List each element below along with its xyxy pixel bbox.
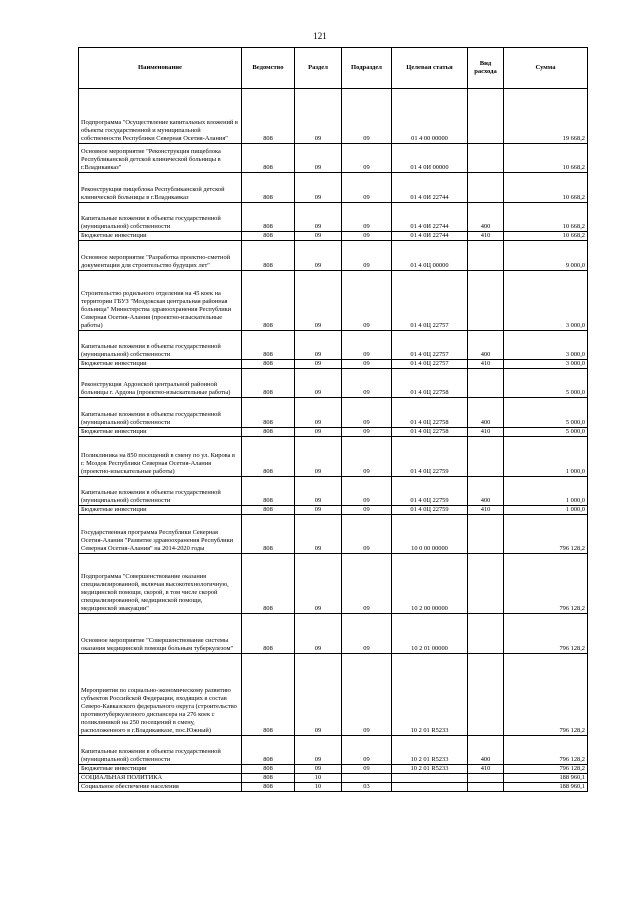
cell-podrazdel: 09 bbox=[342, 173, 392, 203]
table-row bbox=[79, 515, 588, 554]
cell-cs: 01 4 0Ц 22758 bbox=[392, 428, 468, 437]
cell-ved: 808 bbox=[242, 614, 295, 654]
cell-name: Реконструкция Ардонской центральной районной больницы г. Ардона (проектно-изыскательные работы) bbox=[79, 369, 242, 398]
cell-razdel: 09 bbox=[295, 554, 342, 614]
cell-podrazdel: 09 bbox=[342, 736, 392, 765]
cell-ved: 808 bbox=[242, 369, 295, 398]
cell-podrazdel: 09 bbox=[342, 477, 392, 506]
cell-vr: 410 bbox=[468, 765, 504, 774]
cell-ved: 808 bbox=[242, 765, 295, 774]
cell-razdel: 09 bbox=[295, 765, 342, 774]
cell-podrazdel: 09 bbox=[342, 398, 392, 428]
cell-cs: 01 4 00 00000 bbox=[392, 89, 468, 144]
cell-podrazdel: 09 bbox=[342, 331, 392, 360]
cell-podrazdel bbox=[342, 774, 392, 783]
cell-razdel: 09 bbox=[295, 331, 342, 360]
table-row bbox=[79, 360, 588, 369]
cell-name: Капитальные вложения в объекты государственной (муниципальной) собственности bbox=[79, 477, 242, 506]
cell-sum: 796 128,2 bbox=[504, 654, 588, 736]
cell-vr bbox=[468, 271, 504, 331]
table-row bbox=[79, 783, 588, 792]
cell-name: Основное мероприятие "Совершенствование системы оказания медицинской помощи больным туберкулезом" bbox=[79, 614, 242, 654]
cell-sum: 9 000,0 bbox=[504, 241, 588, 271]
table-row bbox=[79, 241, 588, 271]
header-podrazdel: Подраздел bbox=[342, 48, 392, 89]
cell-sum: 188 960,1 bbox=[504, 783, 588, 792]
cell-name: Бюджетные инвестиции bbox=[79, 765, 242, 774]
cell-sum: 5 000,0 bbox=[504, 428, 588, 437]
table-row bbox=[79, 331, 588, 360]
cell-sum: 10 668,2 bbox=[504, 232, 588, 241]
cell-podrazdel: 09 bbox=[342, 89, 392, 144]
cell-cs: 01 4 0Ц 22757 bbox=[392, 331, 468, 360]
cell-podrazdel: 09 bbox=[342, 614, 392, 654]
cell-cs: 01 4 0И 22744 bbox=[392, 232, 468, 241]
cell-name: Капитальные вложения в объекты государственной (муниципальной) собственности bbox=[79, 331, 242, 360]
cell-razdel: 09 bbox=[295, 477, 342, 506]
cell-podrazdel: 09 bbox=[342, 241, 392, 271]
table-row bbox=[79, 614, 588, 654]
cell-cs bbox=[392, 783, 468, 792]
cell-vr bbox=[468, 144, 504, 173]
cell-cs: 01 4 0Ц 00000 bbox=[392, 241, 468, 271]
cell-sum: 3 000,0 bbox=[504, 271, 588, 331]
cell-vr: 400 bbox=[468, 203, 504, 232]
cell-name: Мероприятия по социально-экономическому развитию субъектов Российской Федерации, входящих в состав Северо-Кавказского федерального округа (строительство противотуберкулезного диспансера на 276 коек с поликлиникой на 250 посещений в смену, расположенного в г.Владикавказе, пос.Южный) bbox=[79, 654, 242, 736]
cell-name: Капитальные вложения в объекты государственной (муниципальной) собственности bbox=[79, 398, 242, 428]
table-row bbox=[79, 369, 588, 398]
table-body bbox=[79, 89, 588, 792]
table-row bbox=[79, 89, 588, 144]
table-row bbox=[79, 398, 588, 428]
cell-podrazdel: 09 bbox=[342, 654, 392, 736]
table-row bbox=[79, 428, 588, 437]
cell-cs: 10 2 00 00000 bbox=[392, 554, 468, 614]
cell-cs: 01 4 0Ц 22759 bbox=[392, 477, 468, 506]
cell-razdel: 09 bbox=[295, 369, 342, 398]
cell-ved: 808 bbox=[242, 437, 295, 477]
cell-razdel: 09 bbox=[295, 271, 342, 331]
cell-podrazdel: 09 bbox=[342, 554, 392, 614]
cell-razdel: 09 bbox=[295, 144, 342, 173]
cell-name: Бюджетные инвестиции bbox=[79, 360, 242, 369]
header-ved: Ведомство bbox=[242, 48, 295, 89]
page-number: 121 bbox=[313, 31, 327, 41]
cell-sum: 1 000,0 bbox=[504, 437, 588, 477]
cell-cs: 01 4 0И 22744 bbox=[392, 203, 468, 232]
header-razdel: Раздел bbox=[295, 48, 342, 89]
cell-razdel: 09 bbox=[295, 203, 342, 232]
cell-sum: 796 128,2 bbox=[504, 515, 588, 554]
table-row bbox=[79, 765, 588, 774]
cell-ved: 808 bbox=[242, 477, 295, 506]
cell-sum: 10 668,2 bbox=[504, 144, 588, 173]
cell-razdel: 09 bbox=[295, 360, 342, 369]
budget-table bbox=[78, 47, 588, 792]
cell-sum: 3 000,0 bbox=[504, 331, 588, 360]
cell-name: Капитальные вложения в объекты государственной (муниципальной) собственности bbox=[79, 736, 242, 765]
cell-name: Строительство родильного отделения на 45 коек на территории ГБУЗ "Моздокская центральная районная больница" Министерства здравоохранения Республики Северная Осетия-Алания (проектно-изыскательные работы) bbox=[79, 271, 242, 331]
cell-podrazdel: 09 bbox=[342, 360, 392, 369]
cell-cs: 10 2 01 00000 bbox=[392, 614, 468, 654]
cell-razdel: 10 bbox=[295, 783, 342, 792]
cell-ved: 808 bbox=[242, 144, 295, 173]
table-row bbox=[79, 506, 588, 515]
cell-podrazdel: 09 bbox=[342, 506, 392, 515]
table-row bbox=[79, 437, 588, 477]
cell-name: Основное мероприятие "Разработка проектно-сметной документации для строительство будущих лет" bbox=[79, 241, 242, 271]
cell-ved: 808 bbox=[242, 398, 295, 428]
header-vr: Вид расхода bbox=[468, 48, 504, 89]
cell-cs: 01 4 0Ц 22759 bbox=[392, 506, 468, 515]
table-row bbox=[79, 203, 588, 232]
table-row bbox=[79, 477, 588, 506]
header-name: Наименование bbox=[79, 48, 242, 89]
cell-razdel: 09 bbox=[295, 506, 342, 515]
cell-name: Основное мероприятие "Реконструкция пищеблока Республиканской детской клинической больницы в г.Владикавказ" bbox=[79, 144, 242, 173]
cell-podrazdel: 09 bbox=[342, 437, 392, 477]
cell-podrazdel: 09 bbox=[342, 369, 392, 398]
cell-razdel: 09 bbox=[295, 398, 342, 428]
cell-razdel: 09 bbox=[295, 437, 342, 477]
cell-sum: 796 128,2 bbox=[504, 765, 588, 774]
cell-podrazdel: 09 bbox=[342, 271, 392, 331]
cell-razdel: 09 bbox=[295, 736, 342, 765]
cell-sum: 1 000,0 bbox=[504, 506, 588, 515]
cell-ved: 808 bbox=[242, 89, 295, 144]
cell-sum: 796 128,2 bbox=[504, 736, 588, 765]
cell-vr: 400 bbox=[468, 398, 504, 428]
cell-vr: 400 bbox=[468, 736, 504, 765]
cell-name: Подпрограмма "Совершенствование оказания специализированной, включая высокотехнологичную, медицинской помощи, скорой, в том числе скорой специализированной, медицинской помощи, медицинской эвакуации" bbox=[79, 554, 242, 614]
cell-vr bbox=[468, 783, 504, 792]
cell-sum: 10 668,2 bbox=[504, 173, 588, 203]
cell-vr bbox=[468, 614, 504, 654]
table-row bbox=[79, 654, 588, 736]
cell-cs: 10 2 01 R5233 bbox=[392, 736, 468, 765]
table-header-row bbox=[79, 48, 588, 89]
cell-vr: 410 bbox=[468, 232, 504, 241]
cell-name: Социальное обеспечение населения bbox=[79, 783, 242, 792]
table-row bbox=[79, 774, 588, 783]
table-row bbox=[79, 736, 588, 765]
cell-vr bbox=[468, 437, 504, 477]
cell-sum: 3 000,0 bbox=[504, 360, 588, 369]
cell-sum: 10 668,2 bbox=[504, 203, 588, 232]
table-row bbox=[79, 173, 588, 203]
header-cs: Целевая статья bbox=[392, 48, 468, 89]
cell-razdel: 09 bbox=[295, 654, 342, 736]
cell-name: Бюджетные инвестиции bbox=[79, 428, 242, 437]
cell-podrazdel: 09 bbox=[342, 232, 392, 241]
cell-ved: 808 bbox=[242, 515, 295, 554]
cell-podrazdel: 09 bbox=[342, 515, 392, 554]
cell-vr bbox=[468, 654, 504, 736]
cell-name: Подпрограмма "Осуществление капитальных вложений в объекты государственной и муниципальной собственности Республики Северная Осетия-Алания" bbox=[79, 89, 242, 144]
cell-vr bbox=[468, 554, 504, 614]
cell-sum: 5 000,0 bbox=[504, 369, 588, 398]
cell-vr: 410 bbox=[468, 360, 504, 369]
cell-ved: 808 bbox=[242, 654, 295, 736]
cell-razdel: 09 bbox=[295, 89, 342, 144]
cell-sum: 5 000,0 bbox=[504, 398, 588, 428]
cell-ved: 808 bbox=[242, 428, 295, 437]
cell-ved: 808 bbox=[242, 774, 295, 783]
cell-cs: 10 2 01 R5233 bbox=[392, 654, 468, 736]
cell-ved: 808 bbox=[242, 783, 295, 792]
cell-podrazdel: 09 bbox=[342, 203, 392, 232]
cell-razdel: 09 bbox=[295, 173, 342, 203]
cell-name: Поликлиника на 850 посещений в смену по ул. Кирова в г. Моздок Республики Северная Осетия-Алания (проектно-изыскательные работы) bbox=[79, 437, 242, 477]
cell-cs: 01 4 0Ц 22757 bbox=[392, 360, 468, 369]
cell-razdel: 09 bbox=[295, 614, 342, 654]
cell-vr bbox=[468, 774, 504, 783]
cell-cs: 01 4 0Ц 22757 bbox=[392, 271, 468, 331]
cell-razdel: 09 bbox=[295, 232, 342, 241]
cell-ved: 808 bbox=[242, 241, 295, 271]
cell-name: Реконструкция пищеблока Республиканской детской клинической больницы в г.Владикавказ bbox=[79, 173, 242, 203]
cell-sum: 1 000,0 bbox=[504, 477, 588, 506]
cell-name: Бюджетные инвестиции bbox=[79, 506, 242, 515]
cell-cs: 10 2 01 R5233 bbox=[392, 765, 468, 774]
cell-vr bbox=[468, 241, 504, 271]
cell-cs: 01 4 0И 00000 bbox=[392, 144, 468, 173]
cell-sum: 796 128,2 bbox=[504, 614, 588, 654]
cell-cs: 10 0 00 00000 bbox=[392, 515, 468, 554]
header-sum: Сумма bbox=[504, 48, 588, 89]
cell-ved: 808 bbox=[242, 271, 295, 331]
cell-vr: 400 bbox=[468, 331, 504, 360]
cell-podrazdel: 09 bbox=[342, 428, 392, 437]
cell-razdel: 09 bbox=[295, 428, 342, 437]
cell-ved: 808 bbox=[242, 506, 295, 515]
cell-vr bbox=[468, 369, 504, 398]
cell-podrazdel: 09 bbox=[342, 765, 392, 774]
cell-sum: 796 128,2 bbox=[504, 554, 588, 614]
table-row bbox=[79, 554, 588, 614]
cell-vr bbox=[468, 515, 504, 554]
cell-razdel: 10 bbox=[295, 774, 342, 783]
cell-name: Бюджетные инвестиции bbox=[79, 232, 242, 241]
cell-ved: 808 bbox=[242, 554, 295, 614]
table-row bbox=[79, 271, 588, 331]
cell-razdel: 09 bbox=[295, 241, 342, 271]
cell-cs: 01 4 0Ц 22758 bbox=[392, 398, 468, 428]
cell-razdel: 09 bbox=[295, 515, 342, 554]
cell-vr: 410 bbox=[468, 506, 504, 515]
cell-vr: 410 bbox=[468, 428, 504, 437]
cell-cs: 01 4 0Ц 22759 bbox=[392, 437, 468, 477]
cell-vr bbox=[468, 89, 504, 144]
cell-podrazdel: 03 bbox=[342, 783, 392, 792]
cell-ved: 808 bbox=[242, 203, 295, 232]
cell-vr: 400 bbox=[468, 477, 504, 506]
table-row bbox=[79, 232, 588, 241]
cell-vr bbox=[468, 173, 504, 203]
cell-ved: 808 bbox=[242, 331, 295, 360]
cell-name: СОЦИАЛЬНАЯ ПОЛИТИКА bbox=[79, 774, 242, 783]
cell-ved: 808 bbox=[242, 173, 295, 203]
cell-cs: 01 4 0И 22744 bbox=[392, 173, 468, 203]
cell-name: Государственная программа Республики Северная Осетия-Алания "Развитие здравоохранения Республики Северная Осетия-Алания" на 2014-2020 годы bbox=[79, 515, 242, 554]
table-row bbox=[79, 144, 588, 173]
cell-ved: 808 bbox=[242, 360, 295, 369]
cell-cs: 01 4 0Ц 22758 bbox=[392, 369, 468, 398]
cell-sum: 19 668,2 bbox=[504, 89, 588, 144]
cell-name: Капитальные вложения в объекты государственной (муниципальной) собственности bbox=[79, 203, 242, 232]
cell-sum: 188 960,1 bbox=[504, 774, 588, 783]
cell-podrazdel: 09 bbox=[342, 144, 392, 173]
cell-cs bbox=[392, 774, 468, 783]
cell-ved: 808 bbox=[242, 736, 295, 765]
cell-ved: 808 bbox=[242, 232, 295, 241]
